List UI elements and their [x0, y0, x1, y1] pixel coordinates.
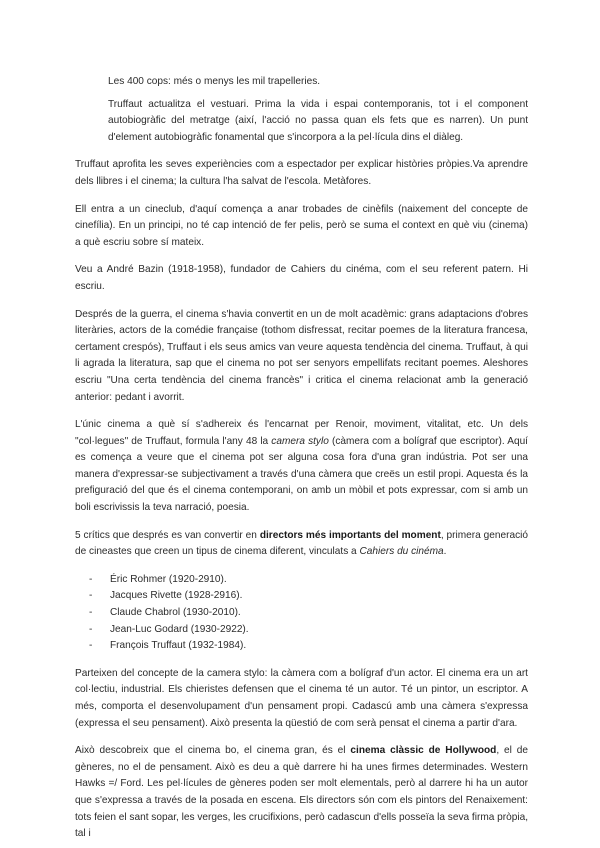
list-item: - François Truffaut (1932-1984).: [89, 638, 528, 655]
paragraph-vestuari: Truffaut actualitza el vestuari. Prima la vida i espai contemporanis, tot i el component autobiogràfic del metratge (així, l'acció no passa quan els fets que es narren). Un punt d'element autobiogràfic fonamental que s'incorpora a la pel·lícula dins el diàleg.: [108, 98, 528, 143]
directors-list: [75, 572, 528, 655]
paragraph-400-cops: Les 400 cops: més o menys les mil trapelleries.: [108, 76, 321, 87]
paragraph-cineclub: Ell entra a un cineclub, d'aquí comença a anar trobades de cinèfils (naixement del concepte de cinefília). En un principi, no té cap intenció de fer pelis, però se suma el context en què viu (cinema) a què escriu sobre sí mateix.: [75, 203, 528, 248]
list-item: - Jean-Luc Godard (1930-2922).: [89, 622, 528, 639]
list-item: - Jacques Rivette (1928-2916).: [89, 588, 528, 605]
paragraph-experiencies: Truffaut aprofita les seves experiències com a espectador per explicar històries pròpies.Va aprendre dels llibres i el cinema; la cultura l'ha salvat de l'escola. Metàfores.: [75, 159, 528, 187]
list-item: - Éric Rohmer (1920-2910).: [89, 572, 528, 589]
list-item: - Claude Chabrol (1930-2010).: [89, 605, 528, 622]
paragraph-postguerra: Després de la guerra, el cinema s'havia convertit en un de molt acadèmic: grans adaptacions d'obres literàries, actors de la comédie française (tothom disfressat, recitar poemes de la literatura francesa, certament crespós), Truffaut i els seus amics van veure aquesta tendència del cinema. Truffaut, à qui li agrada la literatura, sap que el cinema no pot ser senyors empellifats recitant poemes. Aleshores escriu "Una certa tendència del cinema francès" i critica el cinema relacionat amb la generació anterior: pedant i avorrit.: [75, 308, 528, 403]
directors-highlight: directors més importants del moment: [259, 529, 441, 541]
paragraph-renoir: L'únic cinema a què sí s'adhereix és l'encarnat per Renoir, moviment, vitalitat, etc. Un dels "col·legues" de Truffaut, formula l'any 48 la camera stylo (càmera com a bolígraf que escriptor). Aquí es comença a veure que el cinema pot ser alguna cosa fora d'una gran indústria. Pot ser una manera d'expressar-se subjectivament a través d'una càmera que creës un estil propi. Aquesta és la prefiguració del que és el cinema contemporani, on amb un mòbil et pots expressar, com si amb un boli escrivissis la teva narració, poesia.: [75, 419, 528, 514]
hollywood-highlight: cinema clàssic de Hollywood: [350, 745, 497, 757]
paragraph-critics: 5 crítics que després es van convertir en directors més importants del moment, primera generació de cineastes que creen un tipus de cinema diferent, vinculats a Cahiers du cinéma.: [75, 529, 529, 558]
cahiers-title: Cahiers du cinéma: [359, 546, 444, 558]
paragraph-hollywood: Això descobreix que el cinema bo, el cinema gran, és el cinema clàssic de Hollywood, el de gèneres, no el de pensament. Això es deu a què darrere hi ha unes firmes determinades. Western Hawks =/ Ford. Les pel·lícules de gèneres poden ser molt elementals, però al darrere hi ha un autor que s'expressa a través de la posada en escena. Els directors són com els pintors del Renaixement: tots feien el sant sopar, les verges, les crucifixions, però cadascun d'ells posseïa la seva firma pròpia, tal i: [75, 745, 529, 840]
paragraph-bazin: Veu a André Bazin (1918-1958), fundador de Cahiers du cinéma, com el seu referent patern. Hi escriu.: [75, 264, 528, 292]
camera-stylo-term: camera stylo: [271, 435, 329, 447]
paragraph-camera-stylo: Parteixen del concepte de la camera stylo: la càmera com a bolígraf d'un actor. El cinema era un art col·lectiu, industrial. Els chieristes defensen que el cinema té un autor. Té un pintor, un escriptor. A més, comporta el desenvolupament d'un pensament propi. Cadascú amb una càmera s'expressa (expressa el seu pensament). Això presenta la qüestió de com serà pensat el cinema a partir d'ara.: [75, 667, 528, 729]
